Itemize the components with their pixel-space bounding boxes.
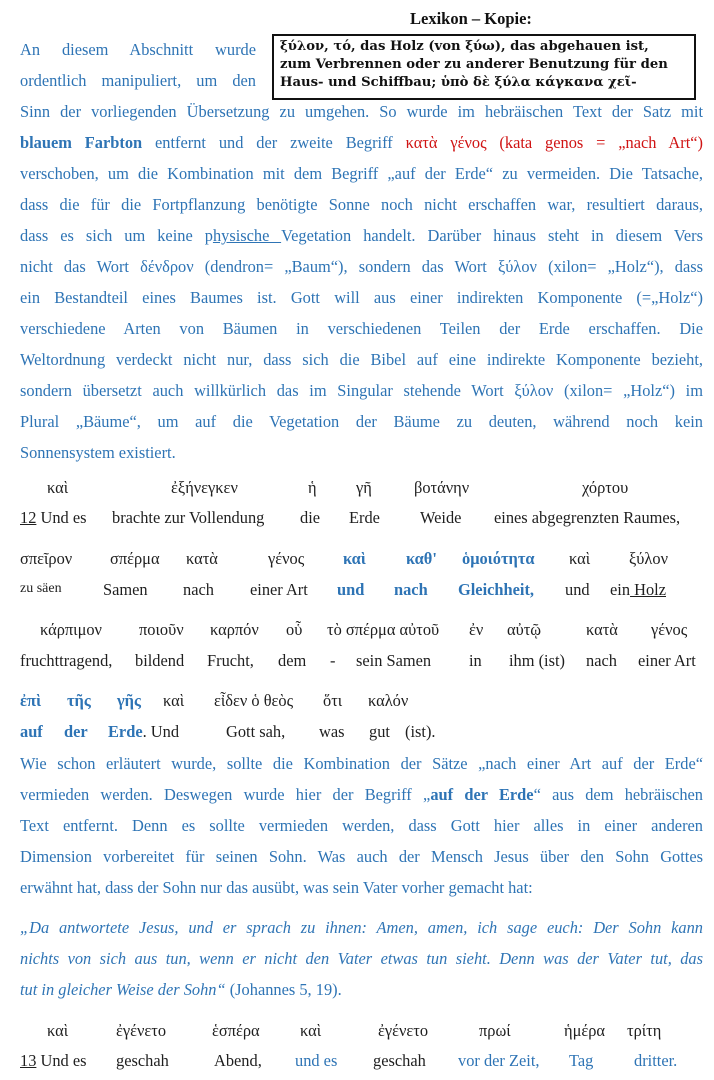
german-word: . Und	[142, 722, 180, 741]
german-word: eines abgegrenzten Raumes,	[494, 508, 681, 527]
german-word: -	[330, 651, 336, 670]
greek-word: οὗ	[286, 620, 303, 639]
german-word: was	[319, 722, 345, 741]
greek-word: ἐγένετο	[116, 1021, 167, 1040]
verse-number-text: 13	[20, 1051, 37, 1070]
intro-line: dass die für die Fortpflanzung benötigte Sonne noch nicht erschaffen war, resultiert daraus,	[20, 195, 703, 214]
quote-reference: (Johannes 5, 19).	[225, 980, 342, 999]
intro-line: Plural „Bäume“, um auf die Vegetation der Bäume zu deuten, während noch kein	[20, 412, 703, 431]
greek-word: τὸ σπέρμα αὐτοῦ	[327, 620, 440, 639]
german-word: (ist).	[405, 722, 436, 741]
intro-line: sondern übersetzt auch willkürlich das im Singular stehende Wort ξύλον (xilon= „Holz“) im	[20, 381, 703, 400]
greek-word-highlight: γῆς	[117, 691, 141, 710]
intro-line: nicht das Wort δένδρον (dendron= „Baum“), sondern das Wort ξύλον (xilon= „Holz“), dass	[20, 257, 703, 276]
intro-line: ein Bestandteil eines Baumes ist. Gott will aus einer indirekten Komponente (=„Holz“)	[20, 288, 703, 307]
verse-number	[20, 508, 86, 528]
german-word	[610, 580, 666, 600]
intro-line: verschoben, um die Kombination mit dem Begriff „auf der Erde“ zu vermeiden. Die Tatsache,	[20, 164, 703, 183]
intro-line	[20, 220, 703, 251]
explain-text: “ aus dem hebräischen	[533, 785, 703, 804]
greek-word-highlight: τῆς	[67, 691, 91, 710]
greek-word: ἐγένετο	[378, 1021, 429, 1040]
greek-word: χόρτου	[582, 478, 629, 497]
underlined-word: hysische	[212, 226, 282, 245]
lexicon-line: ξύλον, τό, das Holz (von ξύω), das abgehauen ist,	[280, 39, 649, 54]
intro-line: An diesem Abschnitt wurde	[20, 40, 256, 59]
german-word	[108, 722, 179, 742]
explain-line: Dimension vorbereitet für seinen Sohn. Was auch der Mensch Jesus über den Sohn Gottes	[20, 847, 703, 866]
greek-word: γῆ	[356, 478, 372, 497]
greek-word: καὶ	[569, 549, 591, 568]
greek-word: γένος	[651, 620, 688, 639]
greek-word: κατὰ	[186, 549, 218, 568]
greek-word-highlight: καὶ	[343, 549, 366, 568]
german-word: Erde	[349, 508, 380, 527]
greek-word: καὶ	[47, 478, 69, 497]
german-word-underlined: Holz	[630, 580, 666, 599]
explain-text: vermieden werden. Deswegen wurde hier der Begriff „	[20, 785, 431, 804]
greek-word: ἡμέρα	[564, 1021, 606, 1040]
greek-word: βοτάνην	[414, 478, 470, 497]
quote-text: tut in gleicher Weise der Sohn“	[20, 980, 226, 999]
german-word: Und es	[36, 1051, 87, 1070]
greek-word-highlight: καθ'	[406, 549, 437, 568]
intro-line: Sonnensystem existiert.	[20, 443, 176, 462]
verse-number-text: 12	[20, 508, 37, 527]
german-word: dem	[278, 651, 307, 670]
greek-word: ὅτι	[323, 691, 343, 710]
lexicon-clipping	[272, 34, 696, 100]
greek-word: καρπόν	[210, 620, 259, 639]
greek-word: γένος	[268, 549, 305, 568]
intro-line: Weltordnung verdeckt nicht nur, dass sich die Bibel auf eine indirekte Komponente bezieht,	[20, 350, 703, 369]
intro-line: Sinn der vorliegenden Übersetzung zu umgehen. So wurde im hebräischen Text der Satz mit	[20, 102, 703, 121]
greek-word: καλόν	[368, 691, 409, 710]
intro-text: dass es sich um keine p	[20, 226, 213, 245]
greek-word: ἡ	[308, 478, 317, 497]
german-word: sein Samen	[356, 651, 432, 670]
greek-word: ἐν	[469, 620, 484, 639]
german-word: nach	[586, 651, 617, 670]
german-word-highlight: der	[64, 722, 88, 741]
german-word: die	[300, 508, 321, 527]
highlight-bold: blauem Farbton	[20, 133, 143, 152]
explain-line: Text entfernt. Denn es sollte vermieden werden, dass Gott hier alles in einer anderen	[20, 816, 703, 835]
german-word: ihm (ist)	[509, 651, 565, 670]
greek-word: ξύλον	[629, 549, 668, 568]
verse-number	[20, 1051, 86, 1071]
quote-line: „Da antwortete Jesus, und er sprach zu ihnen: Amen, amen, ich sage euch: Der Sohn kann	[20, 918, 703, 937]
greek-word: τρίτη	[627, 1021, 662, 1040]
german-word: fruchttragend,	[20, 651, 113, 670]
lexicon-line: zum Verbrennen oder zu anderer Benutzung für den	[280, 57, 668, 72]
greek-word-highlight: ὁμοιότητα	[462, 549, 535, 568]
german-word: einer Art	[250, 580, 308, 599]
german-word: bildend	[135, 651, 185, 670]
greek-word: κατὰ	[586, 620, 618, 639]
german-word-blue: dritter.	[634, 1051, 678, 1070]
german-word: Frucht,	[207, 651, 254, 670]
quote-line	[20, 974, 703, 1005]
german-word: in	[469, 651, 482, 670]
intro-line: verschiedene Arten von Bäumen in verschiedenen Teilen der Erde erschaffen. Die	[20, 319, 703, 338]
german-word: Weide	[420, 508, 462, 527]
intro-line: ordentlich manipuliert, um den	[20, 71, 256, 90]
german-word-highlight: Erde	[108, 722, 143, 741]
greek-word: σπέρμα	[110, 549, 160, 568]
german-word: geschah	[373, 1051, 426, 1070]
german-word: gut	[369, 722, 390, 741]
german-word: Samen	[103, 580, 148, 599]
german-word-blue: Tag	[569, 1051, 594, 1070]
german-word: Gott sah,	[226, 722, 286, 741]
intro-line	[20, 127, 703, 158]
greek-word-highlight: ἐπὶ	[20, 691, 42, 710]
german-word: und	[565, 580, 590, 599]
greek-word: σπεῖρον	[20, 549, 73, 568]
intro-text: Vegetation handelt. Darüber hinaus steht in diesem Vers	[281, 226, 703, 245]
greek-word: εἶδεν ὁ θεὸς	[214, 691, 294, 710]
german-word-highlight: und	[337, 580, 365, 599]
greek-word: καὶ	[47, 1021, 69, 1040]
greek-word: κάρπιμον	[40, 620, 102, 639]
german-word-highlight: auf	[20, 722, 43, 741]
german-word-blue: und es	[295, 1051, 338, 1070]
explain-line	[20, 779, 703, 810]
intro-text: entfernt und der zweite Begriff	[142, 133, 406, 152]
greek-word: πρωί	[479, 1021, 511, 1040]
german-word: zu säen	[20, 581, 62, 596]
german-word: brachte zur Vollendung	[112, 508, 265, 527]
german-word: Und es	[36, 508, 87, 527]
highlight-red: κατὰ γένος (kata genos = „nach Art“)	[405, 133, 703, 152]
german-word: nach	[183, 580, 214, 599]
greek-word: ποιοῦν	[139, 620, 184, 639]
explain-line: Wie schon erläutert wurde, sollte die Kombination der Sätze „nach einer Art auf der Erde“	[20, 754, 703, 773]
greek-word: ἐξήνεγκεν	[171, 478, 238, 497]
quote-line: nichts von sich aus tun, wenn er nicht den Vater etwas tun sieht. Denn was der Vater tut, das	[20, 949, 703, 968]
german-word-part: ein	[610, 580, 631, 599]
greek-word: καὶ	[300, 1021, 322, 1040]
greek-word: καὶ	[163, 691, 185, 710]
german-word-highlight: Gleichheit,	[458, 580, 535, 599]
greek-word: ἑσπέρα	[212, 1021, 260, 1040]
lexicon-line: Haus- und Schiffbau; ὑπὸ δὲ ξύλα κάγκανα χεῖ-	[280, 75, 637, 90]
german-word: einer Art	[638, 651, 696, 670]
explain-line: erwähnt hat, dass der Sohn nur das ausübt, was sein Vater vorher gemacht hat:	[20, 878, 533, 897]
german-word: Abend,	[214, 1051, 262, 1070]
german-word-blue: vor der Zeit,	[458, 1051, 540, 1070]
highlight-bold: auf der Erde	[430, 785, 534, 804]
lexicon-heading: Lexikon – Kopie:	[410, 9, 532, 28]
german-word: geschah	[116, 1051, 169, 1070]
greek-word: αὐτῷ	[507, 620, 542, 639]
german-word-highlight: nach	[394, 580, 428, 599]
